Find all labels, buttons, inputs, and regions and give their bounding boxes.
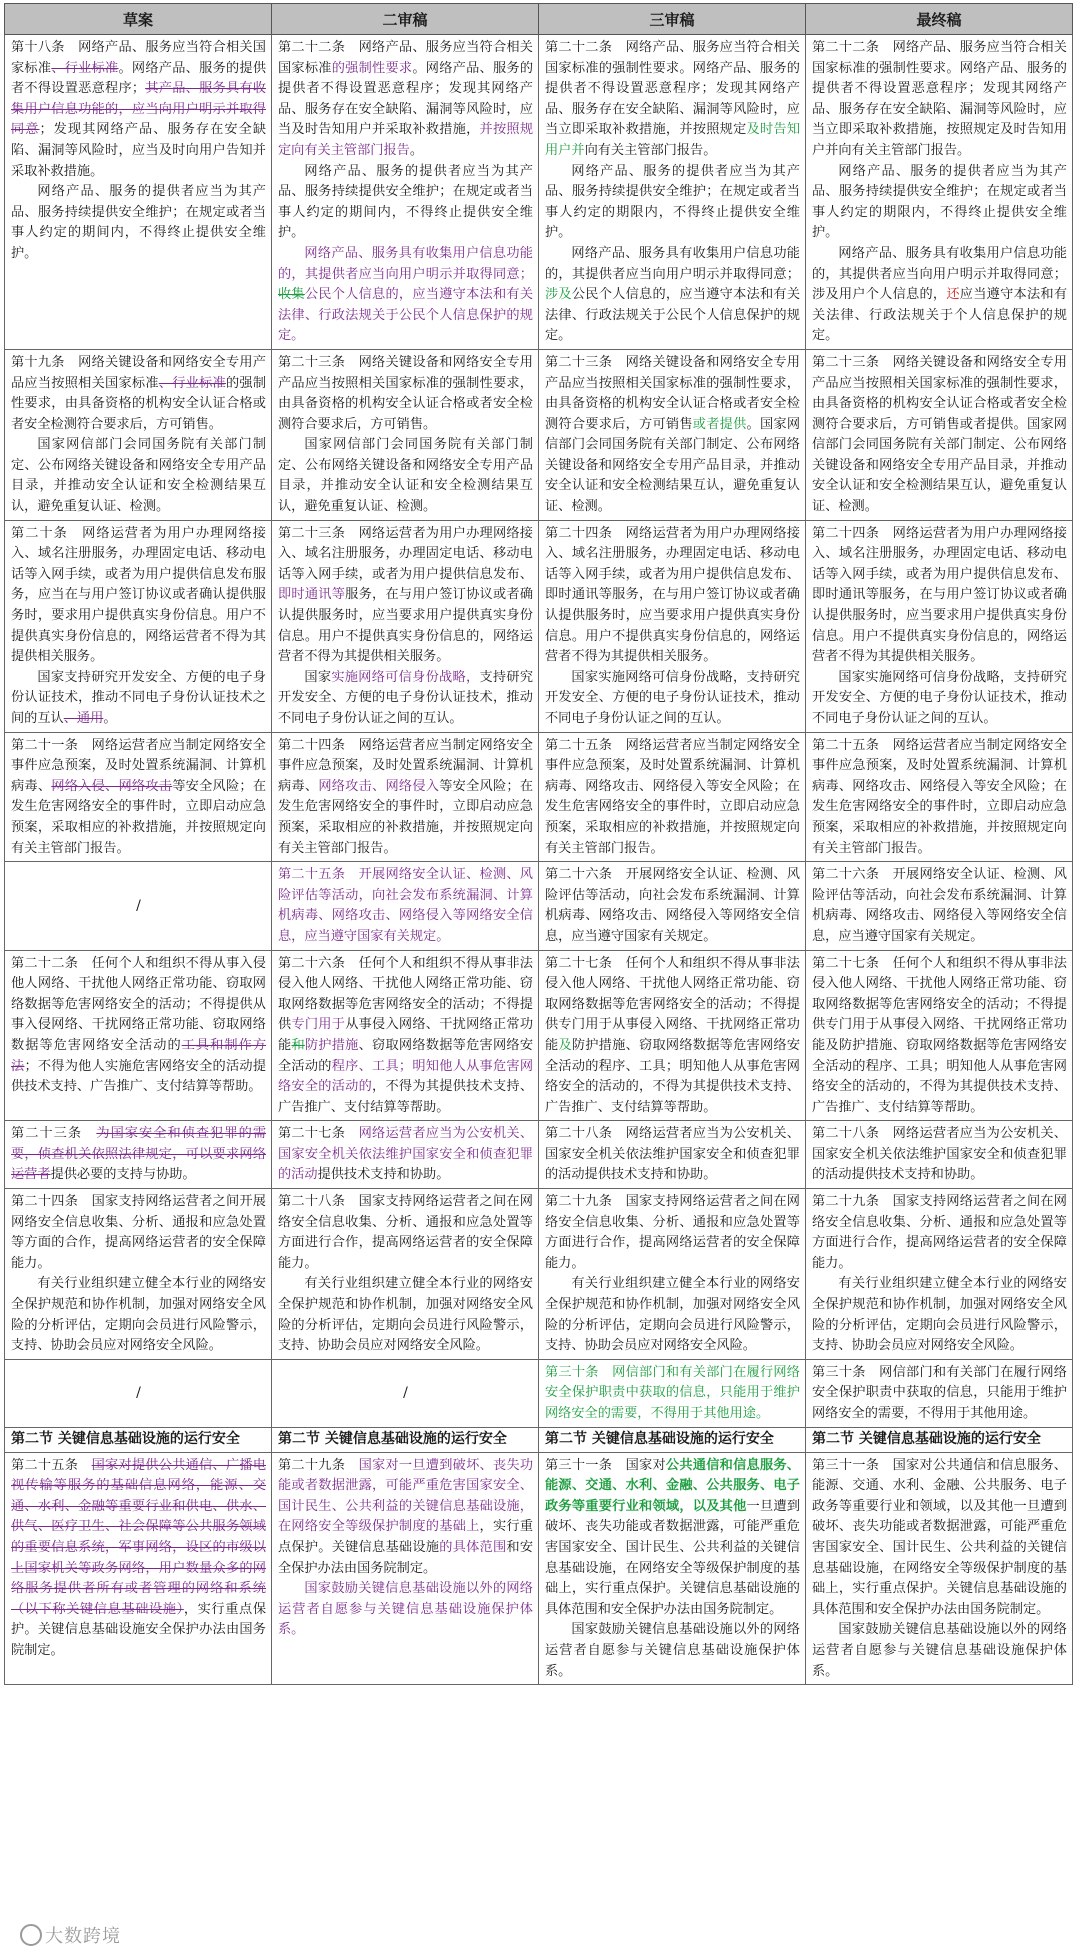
row-article-24 [5, 1189, 1073, 1360]
cell-third-review [539, 520, 806, 732]
text-segment: 第二十八条 网络运营者应当为公安机关、国家安全机关依法维护国家安全和侦查犯罪的活动提供技术支持和协助。 [545, 1126, 800, 1183]
text-segment: 。网络产品、服务的提供者不得设置恶意程序；发现其网络产品、服务存在安全缺陷、漏洞等风险时，应当及时告知用户并采取补救措施， [278, 60, 534, 138]
cell-draft [5, 862, 272, 950]
article-paragraph [278, 954, 533, 1119]
cell-second-review [272, 732, 539, 862]
text-segment: ；不得为他人实施危害网络安全的活动提供技术支持、广告推广、支付结算等帮助。 [11, 1058, 267, 1095]
article-paragraph [11, 38, 266, 182]
cell-final [806, 950, 1073, 1121]
text-segment: 第二十六条 开展网络安全认证、检测、风险评估等活动，向社会发布系统漏洞、计算机病毒、网络攻击、网络侵入等网络安全信息，应当遵守国家有关规定。 [812, 867, 1067, 944]
cell-third-review [539, 1189, 806, 1360]
article-paragraph [812, 162, 1067, 244]
text-segment: 第二十四条 网络运营者为用户办理网络接入、域名注册服务，办理固定电话、移动电话等入网手续，或者为用户提供信息发布、即时通讯等服务，在与用户签订协议或者确认提供服务时，应当要求用户提供真实身份信息。用户不提供真实身份信息的，网络运营者不得为其提供相关服务。 [545, 525, 800, 665]
article-paragraph [545, 1192, 800, 1274]
text-segment: 向有关主管部门报告。 [584, 142, 717, 158]
revision-text: 及 [558, 1037, 572, 1053]
cell-final [806, 1359, 1073, 1427]
article-paragraph [11, 1124, 266, 1186]
revision-text: 网络运营者应当为公安机关、国家安全机关依法维护国家安全和侦查犯罪的活动 [278, 1126, 534, 1183]
cell-draft [5, 520, 272, 732]
article-paragraph [812, 1192, 1067, 1274]
text-segment: 网络产品、服务的提供者应当为其产品、服务持续提供安全维护；在规定或者当事人约定的期限内，不得终止提供安全维护。 [545, 163, 800, 241]
article-paragraph [812, 865, 1067, 947]
text-segment: 。国家网信部门会同国务院有关部门制定、公布网络关键设备和网络安全专用产品目录，并推动安全认证和安全检测结果互认，避免重复认证、检测。 [545, 416, 801, 515]
article-paragraph [812, 1274, 1067, 1356]
article-paragraph [278, 244, 533, 347]
text-segment: ；发现其网络产品、服务存在安全缺陷、漏洞等风险时，应当及时向用户告知并采取补救措施。 [11, 122, 267, 179]
revision-text: 网络产品、服务具有收集用户信息功能的，其提供者应当向用户明示并取得同意； [278, 245, 533, 282]
article-paragraph [278, 865, 533, 947]
text-segment: 公民个人信息的，应当遵守本法和有关法律、行政法规关于公民个人信息保护的规定。 [545, 287, 801, 344]
cell-draft [5, 950, 272, 1121]
cell-draft [5, 1189, 272, 1360]
cell-draft [5, 349, 272, 520]
text-segment: 和安全保护办法由国务院制定。 [278, 1539, 534, 1576]
text-segment: 国家鼓励关键信息基础设施以外的网络运营者自愿参与关键信息基础设施保护体系。 [812, 1622, 1067, 1679]
revision-text: 、行业标准 [51, 60, 119, 76]
text-segment: 第二十九条 [278, 1457, 359, 1473]
header-draft: 草案 [5, 4, 272, 35]
revision-text: 涉及 [545, 287, 572, 303]
row-article-25 [5, 1452, 1073, 1685]
cell-draft [5, 1452, 272, 1685]
text-segment: 第二十三条 网络运营者为用户办理网络接入、域名注册服务，办理固定电话、移动电话等入网手续，或者为用户提供信息发布、 [278, 525, 533, 582]
revision-text: 的强制性要求 [331, 60, 413, 76]
row-article-19 [5, 349, 1073, 520]
text-segment: 第二十二条 网络产品、服务应当符合相关国家标准的强制性要求。网络产品、服务的提供者不得设置恶意程序；发现其网络产品、服务存在安全缺陷、漏洞等风险时，应当立即采取补救措施，按照规定及时告知用户并向有关主管部门报告。 [812, 40, 1067, 158]
empty-marker: / [136, 898, 141, 915]
article-paragraph [11, 182, 266, 264]
revision-text: 还 [946, 287, 960, 303]
text-segment: 。网络产品、服务的提供者不得设置恶意程序； [11, 60, 267, 97]
empty-marker: / [136, 1385, 141, 1402]
article-paragraph [278, 162, 533, 244]
draft-comparison-table [4, 3, 1073, 1685]
text-segment: 的强制性要求，由具备资格的机构安全认证合格或者安全检测符合要求后，方可销售。 [11, 375, 267, 432]
text-segment: 国家网信部门会同国务院有关部门制定、公布网络关键设备和网络安全专用产品目录，并推动安全认证和安全检测结果互认，避免重复认证、检测。 [11, 437, 266, 515]
cell-draft [5, 732, 272, 862]
article-paragraph [545, 353, 800, 518]
text-segment: 第三十一条 国家对 [545, 1457, 666, 1473]
article-paragraph [278, 1456, 533, 1580]
cell-third-review [539, 1359, 806, 1427]
row-article-23 [5, 1121, 1073, 1189]
text-segment: 。 [103, 711, 117, 726]
cell-third-review [539, 35, 806, 350]
text-segment: 第二十七条 [278, 1126, 359, 1142]
cell-final [806, 1427, 1073, 1452]
text-segment: 国家支持研究开发安全、方便的电子身份认证技术，推动不同电子身份认证技术之间的互认 [11, 669, 266, 726]
cell-draft [5, 35, 272, 350]
text-segment: 第二十三条 网络关键设备和网络安全专用产品应当按照相关国家标准的强制性要求，由具备资格的机构安全认证合格或者安全检测符合要求后，方可销售。 [278, 354, 533, 432]
text-segment: 、窃取网络数据等危害网络安全活动的 [278, 1037, 534, 1074]
cell-second-review [272, 1121, 539, 1189]
text-segment: 。 [409, 142, 424, 158]
revision-text: 公民个人信息的，应当遵守本法和有关法律、行政法规关于公民个人信息保护的规定。 [278, 287, 534, 344]
text-segment: 网络产品、服务的提供者应当为其产品、服务持续提供安全维护；在规定或者当事人约定的期限内，不得终止提供安全维护。 [812, 163, 1067, 241]
text-segment: 第二十七条 任何个人和组织不得从事非法侵入他人网络、干扰他人网络正常功能、窃取网络数据等危害网络安全的活动；不得提供专门用于从事侵入网络、干扰网络正常功能及防护措施、窃取网络数据等危害网络安全活动的程序、工具；明知他人从事危害网络安全的活动的，不得为其提供技术支持、广告推广、支付结算等帮助。 [812, 955, 1067, 1115]
text-segment: 第二十七条 任何个人和组织不得从事非法侵入他人网络、干扰他人网络正常功能、窃取网络数据等危害网络安全的活动；不得提供专门用于从事侵入网络、干扰网络正常功能 [545, 955, 800, 1053]
row-article-22 [5, 950, 1073, 1121]
text-segment: 第三十一条 国家对公共通信和信息服务、能源、交通、水利、金融、公共服务、电子政务等重要行业和领域，以及其他一旦遭到破坏、丧失功能或者数据泄露，可能严重危害国家安全、国计民生、公共利益的关键信息基础设施，在网络安全等级保护制度的基础上，实行重点保护。关键信息基础设施的具体范围和安全保护办法由国务院制定。 [812, 1457, 1067, 1617]
text-segment: 第二十五条 网络运营者应当制定网络安全事件应急预案，及时处置系统漏洞、计算机病毒、网络攻击、网络侵入等安全风险；在发生危害网络安全的事件时，立即启动应急预案，采取相应的补救措施，并按照规定向有关主管部门报告。 [545, 737, 800, 856]
article-paragraph [545, 1124, 800, 1186]
article-paragraph [11, 1456, 266, 1662]
text-segment: 国家 [304, 669, 332, 685]
text-segment: 有关行业组织建立健全本行业的网络安全保护规范和协作机制，加强对网络安全风险的分析评估，定期向会员进行风险警示，支持、协助会员应对网络安全风险。 [812, 1276, 1067, 1354]
article-paragraph [812, 1124, 1067, 1186]
text-segment: 第二十八条 国家支持网络运营者之间在网络安全信息收集、分析、通报和应急处置等方面进行合作，提高网络运营者的安全保障能力。 [278, 1194, 533, 1271]
text-segment: 第二十四条 网络运营者应当制定网络安全事件应急预案，及时处置系统漏洞、计算机病毒、 [278, 737, 533, 794]
section-title: 第二节 关键信息基础设施的运行安全 [545, 1430, 774, 1447]
cell-final [806, 349, 1073, 520]
watermark-logo-icon [20, 1924, 42, 1946]
cell-third-review [539, 1452, 806, 1685]
text-segment: 第二十九条 国家支持网络运营者之间在网络安全信息收集、分析、通报和应急处置等方面进行合作，提高网络运营者的安全保障能力。 [812, 1194, 1067, 1271]
text-segment: 第二十五条 [11, 1457, 92, 1473]
article-paragraph [278, 1192, 533, 1274]
article-paragraph [545, 38, 800, 162]
text-segment: 第二十六条 任何个人和组织不得从事非法侵入他人网络、干扰他人网络正常功能、窃取网络数据等危害网络安全的活动；不得提供 [278, 955, 533, 1033]
text-segment: 服务，在与用户签订协议或者确认提供服务时，应当要求用户提供真实身份信息。用户不提供真实身份信息的，网络运营者不得为其提供相关服务。 [278, 587, 534, 665]
article-paragraph [11, 736, 266, 860]
article-paragraph [11, 1192, 266, 1274]
revision-text: 为国家安全和侦查犯罪的需要，侦查机关依照法律规定，可以要求网络运营者 [11, 1126, 267, 1183]
article-paragraph [812, 353, 1067, 518]
text-segment: 等安全风险；在发生危害网络安全的事件时，立即启动应急预案，采取相应的补救措施，并按照规定向有关主管部门报告。 [11, 778, 267, 856]
revision-text: 及时告知用户并 [545, 122, 801, 158]
text-segment: ，不得为其提供技术支持、广告推广、支付结算等帮助。 [278, 1079, 534, 1115]
row-article-21 [5, 732, 1073, 862]
text-segment: 防护措施、窃取网络数据等危害网络安全活动的程序、工具；明知他人从事危害网络安全的活动的，不得为其提供技术支持、广告推广、支付结算等帮助。 [545, 1037, 801, 1115]
cell-second-review [272, 1189, 539, 1360]
revision-text: 第三十条 网信部门和有关部门在履行网络安全保护职责中获取的信息，只能用于维护网络安全的需要，不得用于其他用途。 [545, 1364, 800, 1421]
text-segment: 第二十一条 网络运营者应当制定网络安全事件应急预案，及时处置系统漏洞、计算机病毒、 [11, 737, 266, 794]
text-segment: 第二十三条 网络关键设备和网络安全专用产品应当按照相关国家标准的强制性要求，由具备资格的机构安全认证合格或者安全检测符合要求后，方可销售或者提供。国家网信部门会同国务院有关部门制定、公布网络关键设备和网络安全专用产品目录，并推动安全认证和安全检测结果互认，避免重复认证、检测。 [812, 354, 1067, 515]
article-paragraph [11, 668, 266, 730]
text-segment: 第二十四条 国家支持网络运营者之间开展网络安全信息收集、分析、通报和应急处置等方面的合作，提高网络运营者的安全保障能力。 [11, 1194, 266, 1271]
watermark [20, 1922, 121, 1948]
text-segment: 第十九条 网络关键设备和网络安全专用产品应当按照相关国家标准 [11, 354, 266, 391]
revision-text: 即时通讯等 [278, 587, 346, 603]
text-segment: 国家实施网络可信身份战略，支持研究开发安全、方便的电子身份认证技术，推动不同电子身份认证之间的互认。 [545, 669, 800, 726]
header-row [5, 4, 1073, 35]
article-paragraph [812, 38, 1067, 162]
revision-text: 并按照规定向有关主管部门报告 [278, 122, 534, 158]
text-segment: 网络产品、服务的提供者应当为其产品、服务持续提供安全维护；在规定或者当事人约定的期间内，不得终止提供安全维护。 [11, 184, 266, 261]
article-paragraph [545, 954, 800, 1119]
article-paragraph [812, 1456, 1067, 1621]
article-paragraph [545, 524, 800, 668]
text-segment: 支持研究开发安全、方便的电子身份认证技术，推动不同电子身份认证之间的互认。 [278, 669, 534, 726]
revision-text: 或者提供 [692, 416, 747, 432]
text-segment: 等安全风险；在发生危害网络安全的事件时，立即启动应急预案，采取相应的补救措施，并按照规定向有关主管部门报告。 [278, 778, 534, 856]
cell-second-review [272, 520, 539, 732]
article-paragraph [812, 668, 1067, 730]
cell-draft [5, 1359, 272, 1427]
text-segment: 第二十九条 国家支持网络运营者之间在网络安全信息收集、分析、通报和应急处置等方面进行合作，提高网络运营者的安全保障能力。 [545, 1194, 800, 1271]
article-paragraph [812, 244, 1067, 347]
revision-text: 网络入侵、网络攻击 [51, 778, 173, 794]
article-paragraph [545, 244, 800, 347]
section-title: 第二节 关键信息基础设施的运行安全 [11, 1430, 240, 1447]
text-segment: 一旦遭到破坏、丧失功能或者数据泄露，可能严重危害国家安全、国计民生、公共利益的关键信息基础设施，在网络安全等级保护制度的基础上，实行重点保护。关键信息基础设施的具体范围和安全保护办法由国务院制定。 [545, 1498, 801, 1617]
revision-text: 国家对一旦遭到破坏、丧失功能或者数据泄露，可能严重危害国家安全、国计民生、公共利益的关键信息基础设施，在网络安全等级保护制度的基础上 [278, 1457, 534, 1535]
article-paragraph [812, 1620, 1067, 1682]
text-segment: 国家鼓励关键信息基础设施以外的网络运营者自愿参与关键信息基础设施保护体系。 [545, 1622, 800, 1679]
watermark-text: 大数跨境 [45, 1926, 121, 1947]
article-paragraph [545, 1456, 800, 1621]
article-paragraph [11, 435, 266, 517]
revision-text: 的具体范围 [439, 1539, 507, 1555]
cell-final [806, 35, 1073, 350]
revision-text: 程序、工具；明知他人从事危害网络安全的活动的 [278, 1058, 534, 1095]
text-segment: 第三十条 网信部门和有关部门在履行网络安全保护职责中获取的信息，只能用于维护网络安全的需要，不得用于其他用途。 [812, 1364, 1067, 1421]
revision-text: 第二十五条 开展网络安全认证、检测、风险评估等活动，向社会发布系统漏洞、计算机病毒、网络攻击、网络侵入等网络安全信息，应当遵守国家有关规定。 [278, 867, 533, 944]
text-segment: 网络产品、服务的提供者应当为其产品、服务持续提供安全维护；在规定或者当事人约定的期间内，不得终止提供安全维护。 [278, 163, 533, 241]
text-segment: 应当遵守本法和有关法律、行政法规关于个人信息保护的规定。 [812, 287, 1068, 344]
text-segment: 有关行业组织建立健全本行业的网络安全保护规范和协作机制，加强对网络安全风险的分析评估，定期向会员进行风险警示，支持、协助会员应对网络安全风险。 [545, 1276, 800, 1354]
text-segment: 有关行业组织建立健全本行业的网络安全保护规范和协作机制，加强对网络安全风险的分析评估，定期向会员进行风险警示，支持、协助会员应对网络安全风险。 [278, 1276, 533, 1354]
article-paragraph [812, 1363, 1067, 1425]
article-paragraph [545, 1620, 800, 1682]
text-segment: 第十八条 网络产品、服务应当符合相关国家标准 [11, 40, 266, 76]
article-paragraph [11, 1274, 266, 1356]
row-article-26 [5, 862, 1073, 950]
row-article-30 [5, 1359, 1073, 1427]
revision-text: 、行业标准 [158, 375, 226, 391]
header-final: 最终稿 [806, 4, 1073, 35]
text-segment: 第二十八条 网络运营者应当为公安机关、国家安全机关依法维护国家安全和侦查犯罪的活动提供技术支持和协助。 [812, 1126, 1067, 1183]
article-paragraph [278, 1274, 533, 1356]
revision-text: 实施网络可信身份战略， [331, 669, 480, 685]
text-segment: 第二十三条 网络关键设备和网络安全专用产品应当按照相关国家标准的强制性要求，由具备资格的机构安全认证合格或者安全检测符合要求后，方可销售 [545, 354, 800, 432]
cell-final [806, 732, 1073, 862]
text-segment: 提供技术支持和协助。 [317, 1167, 450, 1183]
text-segment: 第二十二条 网络产品、服务应当符合相关国家标准 [278, 40, 533, 76]
article-paragraph [545, 668, 800, 730]
cell-second-review [272, 1427, 539, 1452]
text-segment: ，实行重点保护。关键信息基础设施安全保护办法由国务院制定。 [11, 1601, 267, 1658]
revision-text: 其产品、服务具有收集用户信息功能的，应当向用户明示并取得同意 [11, 81, 266, 138]
row-article-18 [5, 35, 1073, 350]
article-paragraph [812, 954, 1067, 1119]
cell-final [806, 520, 1073, 732]
text-segment: 第二十二条 任何个人和组织不得从事入侵他人网络、干扰他人网络正常功能、窃取网络数据等危害网络安全的活动；不得提供从事入侵网络、干扰网络正常功能、窃取网络数据等危害网络安全活动的 [11, 955, 266, 1053]
text-segment: 第二十六条 开展网络安全认证、检测、风险评估等活动，向社会发布系统漏洞、计算机病毒、网络攻击、网络侵入等网络安全信息，应当遵守国家有关规定。 [545, 867, 800, 944]
article-paragraph [11, 353, 266, 435]
text-segment: 提供必要的支持与协助。 [50, 1167, 196, 1183]
cell-third-review [539, 862, 806, 950]
row-section-2 [5, 1427, 1073, 1452]
revision-text: 防护措施 [304, 1037, 359, 1053]
article-paragraph [812, 524, 1067, 668]
revision-text: 收集 [278, 287, 305, 303]
revision-text: 网络攻击、网络侵入 [318, 778, 440, 794]
cell-third-review [539, 732, 806, 862]
text-segment: ，实行重点保护。关键信息基础设施 [278, 1519, 534, 1555]
article-paragraph [812, 736, 1067, 860]
cell-third-review [539, 1427, 806, 1452]
revision-text: 工具和制作方法 [11, 1037, 267, 1074]
text-segment: 从事侵入网络、干扰网络正常功能 [278, 1017, 534, 1053]
cell-second-review [272, 950, 539, 1121]
text-segment: 第二十二条 网络产品、服务应当符合相关国家标准的强制性要求。网络产品、服务的提供者不得设置恶意程序；发现其网络产品、服务存在安全缺陷、漏洞等风险时，应当立即采取补救措施，并按照规定 [545, 40, 800, 138]
text-segment: 第二十四条 网络运营者为用户办理网络接入、域名注册服务，办理固定电话、移动电话等入网手续，或者为用户提供信息发布、即时通讯等服务，在与用户签订协议或者确认提供服务时，应当要求用户提供真实身份信息。用户不提供真实身份信息的，网络运营者不得为其提供相关服务。 [812, 525, 1067, 665]
cell-third-review [539, 1121, 806, 1189]
cell-second-review [272, 349, 539, 520]
empty-marker: / [403, 1385, 408, 1402]
header-third-review: 三审稿 [539, 4, 806, 35]
cell-draft [5, 1121, 272, 1189]
article-paragraph [545, 162, 800, 244]
revision-text: 国家鼓励关键信息基础设施以外的网络运营者自愿参与关键信息基础设施保护体系。 [278, 1581, 533, 1638]
cell-draft [5, 1427, 272, 1452]
row-article-20 [5, 520, 1073, 732]
revision-text: 国家对提供公共通信、广播电视传输等服务的基础信息网络，能源、交通、水利、金融等重要行业和供电、供水、供气、医疗卫生、社会保障等公共服务领域的重要信息系统，军事网络，设区的市级以上国家机关等政务网络，用户数量众多的网络服务提供者所有或者管理的网络和系统（以下称关键信息基础设施） [11, 1457, 267, 1617]
article-paragraph [545, 865, 800, 947]
text-segment: 国家实施网络可信身份战略，支持研究开发安全、方便的电子身份认证技术，推动不同电子身份认证之间的互认。 [812, 669, 1067, 726]
cell-final [806, 1452, 1073, 1685]
section-title: 第二节 关键信息基础设施的运行安全 [812, 1430, 1041, 1447]
article-paragraph [278, 1579, 533, 1641]
article-paragraph [278, 38, 533, 162]
article-paragraph [278, 435, 533, 517]
article-paragraph [278, 668, 533, 730]
text-segment: 网络产品、服务具有收集用户信息功能的，其提供者应当向用户明示并取得同意； [545, 245, 800, 282]
article-paragraph [278, 524, 533, 668]
revision-text: 公共通信和信息服务、能源、交通、水利、金融、公共服务、电子政务等重要行业和领域，以及其他 [545, 1457, 800, 1514]
article-paragraph [11, 954, 266, 1098]
article-paragraph [545, 1274, 800, 1356]
article-paragraph [11, 524, 266, 668]
revision-text: 、通用 [63, 711, 104, 726]
cell-final [806, 862, 1073, 950]
cell-third-review [539, 349, 806, 520]
revision-text: 专门用于 [291, 1017, 346, 1033]
cell-second-review [272, 1452, 539, 1685]
section-title: 第二节 关键信息基础设施的运行安全 [278, 1430, 507, 1447]
table-body [5, 35, 1073, 1685]
article-paragraph [278, 736, 533, 860]
header-second-review: 二审稿 [272, 4, 539, 35]
cell-second-review [272, 35, 539, 350]
cell-second-review [272, 1359, 539, 1427]
text-segment: 第二十五条 网络运营者应当制定网络安全事件应急预案，及时处置系统漏洞、计算机病毒、网络攻击、网络侵入等安全风险；在发生危害网络安全的事件时，立即启动应急预案，采取相应的补救措施，并按照规定向有关主管部门报告。 [812, 737, 1067, 856]
cell-second-review [272, 862, 539, 950]
revision-text: 和 [291, 1037, 305, 1053]
text-segment: 第二十三条 [11, 1126, 97, 1142]
cell-third-review [539, 950, 806, 1121]
text-segment: 国家网信部门会同国务院有关部门制定、公布网络关键设备和网络安全专用产品目录，并推动安全认证和安全检测结果互认，避免重复认证、检测。 [278, 437, 533, 515]
text-segment: 第二十条 网络运营者为用户办理网络接入、域名注册服务，办理固定电话、移动电话等入网手续，或者为用户提供信息发布服务，应当在与用户签订协议或者确认提供服务时，要求用户提供真实身份信息。用户不提供真实身份信息的，网络运营者不得为其提供相关服务。 [11, 525, 266, 665]
article-paragraph [545, 1363, 800, 1425]
cell-final [806, 1121, 1073, 1189]
cell-final [806, 1189, 1073, 1360]
text-segment: 网络产品、服务具有收集用户信息功能的，其提供者应当向用户明示并取得同意；涉及用户个人信息的， [812, 245, 1067, 303]
article-paragraph [278, 1124, 533, 1186]
text-segment: 有关行业组织建立健全本行业的网络安全保护规范和协作机制，加强对网络安全风险的分析评估，定期向会员进行风险警示，支持、协助会员应对网络安全风险。 [11, 1276, 266, 1354]
article-paragraph [545, 736, 800, 860]
article-paragraph [278, 353, 533, 435]
